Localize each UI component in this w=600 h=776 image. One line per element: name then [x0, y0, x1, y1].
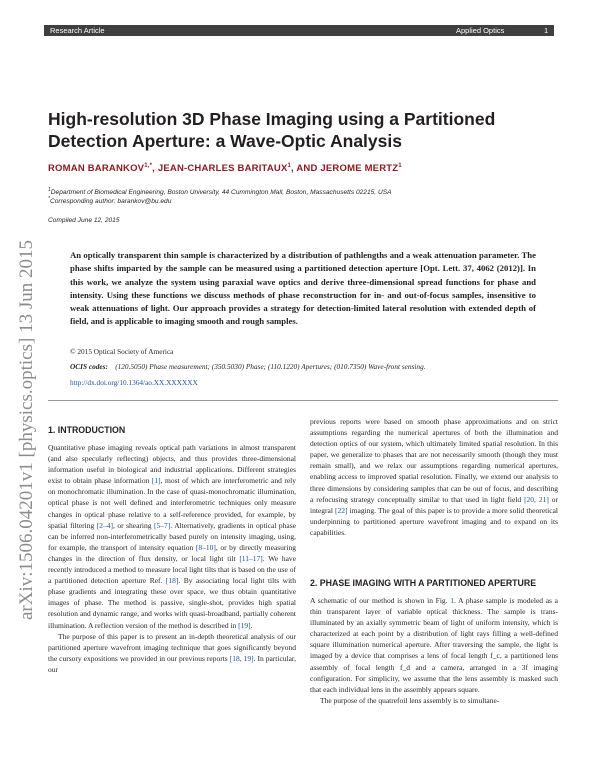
author-superscript: 1: [398, 163, 402, 169]
corresponding-author: [48, 196, 171, 205]
citation-link[interactable]: [11–17]: [239, 553, 263, 563]
abstract: An optically transparent thin sample is characterized by a distribution of pathlengths and a weak attenuation parameter. The phase shifts imparted by the sample can be measured using a partitioned detection aperture [Opt. Lett. 37, 4062 (2012)]. In this work, we analyze the system using paraxial wave optics and derive three-dimensional spread functions for phase and intensity. Using these functions we discuss methods of phase reconstruction for in- and out-of-focus samples, insensitive to weak attenuations of light. Our approach provides a strategy for detection-limited lateral resolution with extended depth of field, and is applicable to imaging smooth and rough samples.: [70, 250, 536, 327]
section-2-heading: 2. PHASE IMAGING WITH A PARTITIONED APERTURE: [310, 578, 537, 588]
citation-link[interactable]: [19]: [238, 620, 251, 630]
doi-link[interactable]: http://dx.doi.org/10.1364/ao.XX.XXXXXX: [70, 378, 198, 387]
affiliation-superscript: 1: [48, 187, 51, 193]
section-divider: [48, 400, 558, 401]
compiled-date: Compiled June 12, 2015: [48, 217, 120, 224]
citation-link[interactable]: [18]: [165, 576, 179, 586]
header-page-number: 1: [544, 26, 549, 35]
citation-link[interactable]: [2–4]: [96, 520, 113, 530]
intro-heading: 1. INTRODUCTION: [48, 425, 126, 435]
citation-link[interactable]: [22]: [335, 505, 348, 515]
figure-reference-link[interactable]: 1: [450, 596, 454, 605]
ocis-label: OCIS codes:: [70, 362, 108, 371]
paper-title: High-resolution 3D Phase Imaging using a Partitioned Detection Aperture: a Wave-Optic Analysis: [48, 109, 496, 151]
citation-link[interactable]: [5–7]: [154, 520, 171, 530]
author-name: ROMAN BARANKOV: [48, 163, 145, 175]
author-separator: , AND: [291, 163, 321, 175]
corresponding-superscript: *: [48, 196, 50, 202]
header-journal-name: Applied Optics: [456, 26, 505, 35]
author-name: JEAN-CHARLES BARITAUX: [157, 163, 288, 175]
affiliation-text: Department of Biomedical Engineering, Boston University, 44 Cummington Mall, Boston, Massachusetts 02215, USA: [50, 189, 392, 197]
corresponding-text: Corresponding author: barankov@bu.edu: [49, 198, 172, 206]
copyright-notice: © 2015 Optical Society of America: [70, 347, 174, 356]
arxiv-stamp: arXiv:1506.04201v1 [physics.optics] 13 Jun 2015: [16, 240, 37, 620]
author-separator: ,: [152, 163, 158, 175]
section-2-paragraph: A schematic of our method is shown in Fig. 1. A phase sample is modeled as a thin transparent layer of variable optical thickness. The sample is trans-illuminated by an axially symmetric beam of light of uniform intensity, which is characterized at each point by a distribution of light rays filling a well-defined square illumination numerical aperture. After traversing the sample, the light is imaged by a device that comprises a lens of focal length f_c, a partitioned lens assembly of focal length f_d and a camera, arranged in a 3f imaging configuration. For simplicity, we assume that the lens assembly is masked such that each individual lens in the assembly appears square. The purpose of the quatrefoil lens assembly is to simultane-: [310, 596, 558, 705]
author-superscript: 1,*: [144, 163, 153, 169]
header-section-label: Research Article: [50, 26, 105, 35]
intro-paragraph-continued: previous reports were based on smooth phase approximations and on strict assumptions regarding the numerical apertures of both the illumination and detection optics of our system, which ultimately limited spatial resolution. In this paper, we generalize to phases that are not necessarily smooth (though they must remain small), and we relax our assumptions regarding numerical apertures, enabling access to improved spatial resolution. Finally, we extend our analysis to three dimensions by considering samples that can be out of focus, and describing a refocusing strategy conceptually similar to that used in light field [20, 21] or integral [22] imaging. The goal of this paper is to provide a more solid theoretical underpinning to partitioned aperture wavefront imaging and to expand on its capabilities.: [310, 417, 559, 537]
citation-link[interactable]: [18, 19]: [229, 653, 254, 663]
ocis-code-list: (120.5050) Phase measurement; (350.5030) Phase; (110.1220) Apertures; (010.7350) Wave-front sensing.: [115, 362, 426, 371]
author-name: JEROME MERTZ: [320, 163, 399, 175]
author-list: [48, 163, 558, 174]
citation-link[interactable]: [8–10]: [195, 542, 216, 552]
citation-link[interactable]: [1]: [151, 476, 161, 486]
intro-paragraph: Quantitative phase imaging reveals optical path variations in almost transparent (and also specularly reflecting) objects, and thus provides three-dimensional information useful in biological and industrial applications. Different strategies exist to obtain phase information [1], most of which are interferometric and rely on monochromatic illumination. In the case of quasi-monochromatic illumination, optical phase is not well defined and interferometric techniques only measure changes in optical phase relative to a self-reference provided, for example, by spatial filtering [2–4], or shearing [5–7]. Alternatively, gradients in optical phase can be inferred non-interferometrically based purely on intensity imaging, using, for example, the transport of intensity equation [8–10], or by directly measuring changes in the direction of flux density, or local light tilt [11–17]. We have recently introduced a method to measure local light tilts that is based on the use of a partitioned detection aperture Ref. [18]. By associating local light tilts with phase gradients and integrating these over space, we thus obtain quantitative images of phase. The method is passive, single-shot, provides high spatial resolution and dynamic range, and works with quasi-broadband, partially coherent illumination. A reflection version of the method is described in [19]. The purpose of this paper is to present an in-depth theoretical analysis of our partitioned aperture wavefront imaging technique that goes significantly beyond the cursory expositions we provided in our previous reports [18, 19]. In particular, our: [48, 443, 297, 674]
citation-link[interactable]: [20, 21]: [524, 494, 549, 504]
ocis-codes: [70, 362, 540, 371]
author-superscript: 1: [287, 163, 292, 169]
affiliation: [48, 187, 392, 196]
